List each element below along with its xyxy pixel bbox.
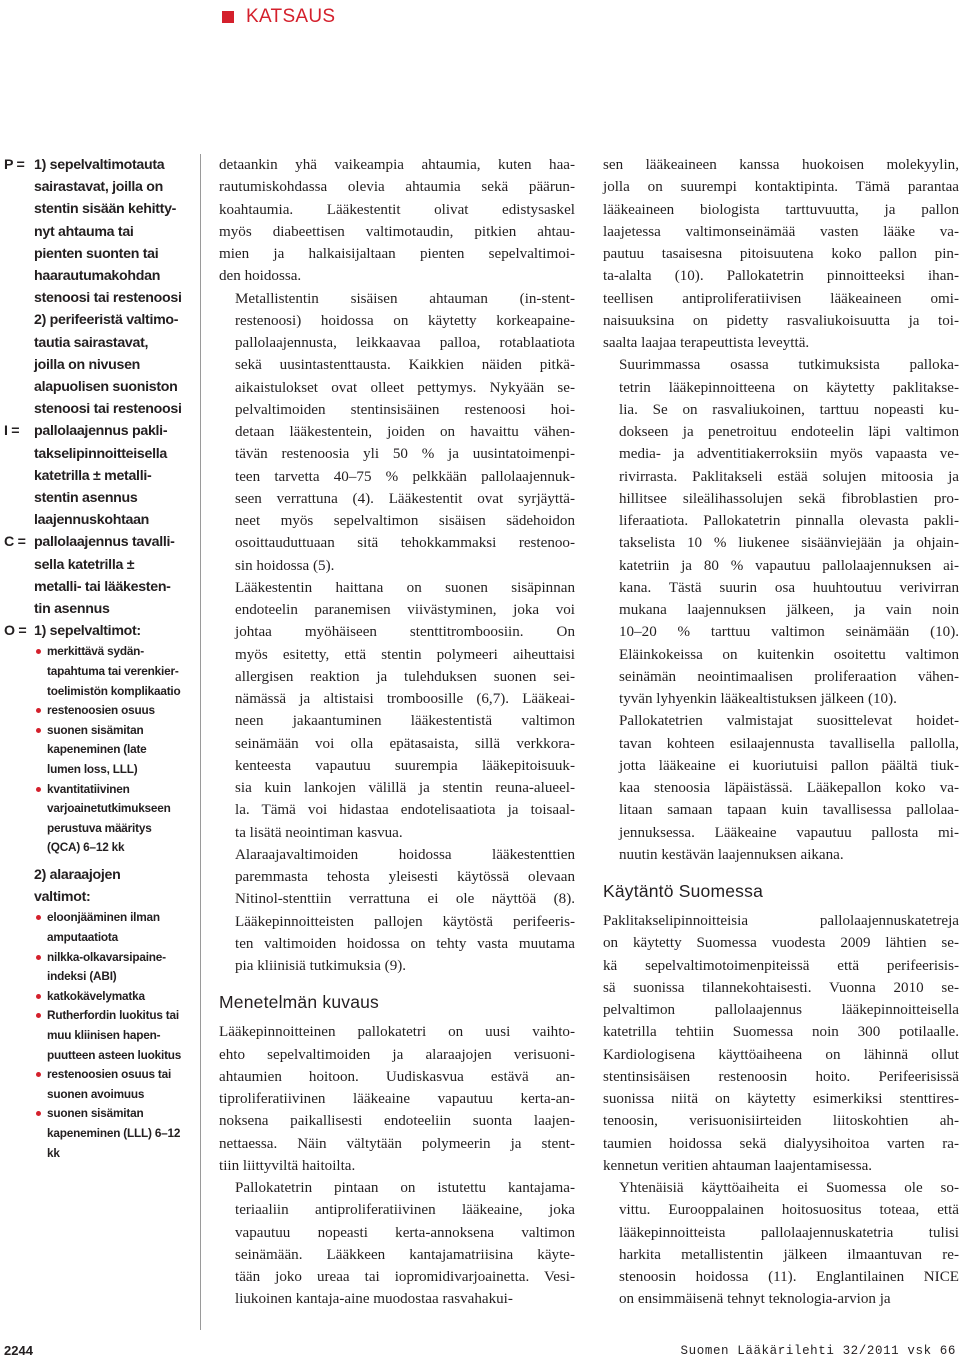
pico-outcome-body	[34, 620, 200, 1163]
text-line: puutteen asteen luokitus	[47, 1047, 182, 1062]
text-line: noksena paikallisesti endoteeliin suonta laajen-	[219, 1113, 575, 1130]
text-line: ta lisätä neointiman kasvua.	[235, 824, 403, 841]
outcome-bullet-item	[34, 1065, 200, 1104]
pico-population-text	[34, 154, 200, 420]
text-line: (QCA) 6–12 kk	[47, 840, 125, 855]
text-line: myös esitetty, että stentin polymeeri aiheuttaisi	[235, 646, 575, 663]
paragraph	[603, 354, 959, 710]
text-line: sen lääkeaineen kanssa huokoisen molekyylin,	[603, 157, 959, 173]
text-line: pallolaajennusta, leikkaavaa palloa, rotablaatiota	[235, 335, 575, 351]
text-line: Lääkepinnoitteinen pallokatetri on uusi vaihto-	[219, 1024, 575, 1041]
text-line: dokseen ja penetroituu endoteelin läpi valtimon	[619, 424, 959, 440]
text-line: sä suonissa tilannekohtaisesti. Vuonna 2010 se-	[603, 979, 959, 996]
text-line: takselista 10 % liukenee sisäänviejään ja ohjain-	[619, 535, 959, 552]
text-line: seen verrattuna (4). Lääkestentit ovat syrjäyttä-	[235, 490, 575, 507]
text-line: Lääkestentin haittana on suonen sisäpinnan	[235, 579, 575, 596]
text-line: litaan samaan tapaan kuin tavallisessa pallolaa-	[619, 802, 959, 819]
text-line: kana. Tästä suurin osa huuhtoutuu verivirran	[619, 579, 959, 596]
text-line: Pallokatetrien valmistajat suosittelevat hoidet-	[619, 713, 959, 730]
text-line: nilkka-olkavarsipaine-	[47, 949, 166, 964]
text-line: pelvaltimoiden stentinsisäinen restenoosi hoi-	[235, 401, 575, 418]
text-line: restenoosi) hoidossa on käytetty korkeapaine-	[235, 312, 575, 329]
text-line: on ensimmäisenä tehnyt teknologia-arvion ja	[619, 1291, 891, 1308]
text-line: tautia sairastavat,	[34, 334, 149, 351]
text-line: la. Tämä voi hidastaa endotelisaatiota ja toisaal-	[235, 802, 575, 819]
text-line: tävän restenoosia yli 50 % ja uusintatoimenpi-	[235, 446, 575, 463]
text-line: sairastavat, joilla on	[34, 179, 164, 196]
text-line: sin hoidossa (5).	[235, 557, 335, 574]
text-line: laajennuskohtaan	[34, 512, 150, 529]
paragraph	[219, 154, 575, 288]
section-header	[222, 4, 335, 30]
text-line: teriaaliin antiproliferatiivinen lääkeaine, joka	[235, 1202, 575, 1219]
text-line: mien ja halkaisijaltaan pienten sepelvaltimoi-	[219, 246, 575, 262]
text-line: teellisen antiproliferatiivisen lääkeaineen omi-	[603, 290, 959, 307]
text-line: johtaa myöhäiseen stenttitromboosiin. On	[235, 624, 575, 641]
outcome-bullet-item	[34, 1104, 200, 1163]
text-line: Pallokatetrin pintaan on istutettu kantajama-	[235, 1180, 575, 1196]
text-line: amputaatiota	[47, 930, 119, 944]
journal-footer: Suomen Lääkärilehti 32/2011 vsk 66	[680, 1344, 956, 1358]
text-line: Yhtenäisiä käyttöaiheita ei Suomessa ole so-	[619, 1180, 959, 1196]
text-line: suonen avoimuus	[47, 1086, 145, 1101]
text-line: kk	[47, 1145, 60, 1160]
text-line: Rutherfordin luokitus tai	[47, 1008, 179, 1023]
text-line: media- ja adventitiakerroksiin myös vapaasta ve-	[619, 446, 959, 463]
text-line: seinämän neointimaalisen proliferaation vähen-	[619, 668, 959, 685]
text-line: koahtaumia. Lääkestentit olivat edistysaskel	[219, 201, 575, 218]
pico-intervention	[4, 420, 200, 531]
text-line: tavan kohteen esilaajennusta tavallisella pallolla,	[619, 735, 959, 752]
text-line: stenoosin hoidossa (11). Englantilainen NICE	[619, 1269, 959, 1285]
text-line: jolla on suurempi kontaktipinta. Tämä parantaa	[603, 179, 959, 196]
text-line: laajetessa valtimonseinämää vasten lääke va-	[603, 223, 959, 240]
text-line: nyt ahtauma tai	[34, 223, 134, 240]
pico-key-p: P =	[4, 157, 25, 173]
text-line: ahtaumien hoitoon. Uudiskasvua estävä an-	[219, 1068, 575, 1085]
text-line: 2) alaraajojen	[34, 867, 121, 883]
text-line: tin asennus	[34, 601, 110, 618]
section-marker-square-icon	[222, 11, 234, 23]
pico-key-o: O =	[4, 623, 27, 640]
text-line: restenoosien osuus tai	[47, 1067, 172, 1082]
text-line: jotta lääkeaine ei kuoriutuisi pallon päältä tiuk-	[619, 757, 959, 774]
text-line: toelimistön komplikaatio	[47, 683, 181, 698]
text-line: varjoainetutkimukseen	[47, 801, 171, 816]
text-line: stenoosi tai restenoosi	[34, 401, 182, 418]
paragraph	[219, 844, 575, 978]
outcome-subheading	[34, 864, 200, 908]
text-line: Alaraajavaltimoiden hoidossa lääkestenttien	[235, 846, 575, 863]
text-line: seinämään voi olla epätasaista, sillä verkkora-	[235, 735, 575, 752]
text-line: jennuksessa. Lääkeaine vapautuu pallosta mi-	[619, 824, 959, 841]
text-line: kaa stenoosia läpäistässä. Lääkepallon koko va-	[619, 780, 959, 796]
text-line: allergisen reaktion ja tulehduksen suonen sei-	[235, 668, 575, 685]
outcome-list-coronary	[34, 642, 200, 858]
text-line: tetrin lääkepinnoitteena on käytetty paklitakse-	[619, 379, 959, 396]
text-line: lia. Se on rasvaliukoinen, tarttuu nopeasti ku-	[619, 401, 959, 418]
text-line: nettaessa. Näin vältytään polymeerin ja stent-	[219, 1135, 575, 1152]
text-line: Kardiologisena käyttöaiheena on lähinnä ollut	[603, 1046, 959, 1063]
text-line: valtimot:	[34, 889, 91, 906]
text-line: eloonjääminen ilman	[47, 910, 160, 925]
text-line: tään joko ureaa tai iopromidivarjoainetta. Vesi-	[235, 1269, 575, 1285]
text-line: haarautumakohdan	[34, 268, 161, 285]
text-line: liferaatiota. Pallokatetrin pinnalla olevasta pakli-	[619, 513, 959, 529]
text-line: Paklitakselipinnoitteisia pallolaajennuskatetreja	[603, 913, 959, 929]
outcome-bullet-item	[34, 1006, 200, 1065]
paragraph	[603, 710, 959, 866]
text-line: stentin asennus	[34, 490, 138, 507]
text-line: teen tarvetta 40–75 % pelkkään pallolaajennuk-	[235, 468, 575, 485]
outcome-list-peripheral	[34, 908, 200, 1163]
text-line: tyvän lyhyenkin lääkealtistuksen jälkeen (10).	[619, 691, 897, 707]
pico-intervention-text	[34, 420, 200, 531]
text-line: muu kliinisen hapen-	[47, 1027, 161, 1042]
text-line: Eläinkokeissa on kuitenkin osoitettu valtimon	[619, 646, 959, 663]
text-line: Lääkepinnoitteisten pallojen käytöstä perifeeris-	[235, 913, 575, 930]
text-line: neet myös sepelvaltimon sisäisen sädehoidon	[235, 513, 575, 529]
section-heading-practice: Käytäntö Suomessa	[603, 881, 764, 901]
text-line: alapuolisen suoniston	[34, 379, 178, 396]
text-line: pienten suonten tai	[34, 245, 159, 262]
outcome-bullet-item	[34, 908, 200, 947]
text-line: myös diabeettisen valtimotaudin, pitkien ahtau-	[219, 223, 575, 240]
outcome-bullet-item	[34, 948, 200, 987]
text-line: paremmasta tehosta yleisesti käytössä olevaan	[235, 869, 575, 885]
paragraph	[603, 154, 959, 354]
text-line: on käytetty Suomessa vuodesta 2009 lähtien se-	[603, 935, 959, 952]
text-line: vapautuu nopeasti kerta-annoksena valtimon	[235, 1224, 575, 1241]
text-line: liukoinen kantaja-aine muodostaa rasvahakui-	[235, 1291, 513, 1308]
text-column-1	[219, 154, 575, 1311]
text-line: tiproliferatiivinen lääkeaine vapautuu kerta-an-	[219, 1091, 575, 1107]
text-line: kapeneminen (LLL) 6–12	[47, 1125, 181, 1140]
text-line: nuutin kestävän laajennuksen aikana.	[619, 846, 844, 863]
text-line: aikaistulokset ovat olleet pettymys. Nykyään se-	[235, 379, 575, 396]
text-line: katetrilla ± metalli-	[34, 467, 152, 484]
text-line: pia kliinisiä tutkimuksia (9).	[235, 958, 407, 974]
text-line: osoittauduttuaan sitä tehokkammaksi restenoo-	[235, 535, 575, 552]
text-line: indeksi (ABI)	[47, 969, 117, 984]
paragraph	[219, 1177, 575, 1311]
text-line: ehto sepelvaltimoiden ja alaraajojen verisuoni-	[219, 1046, 575, 1063]
text-line: saalta laajaa terapeuttista leveyttä.	[603, 335, 810, 351]
paragraph	[219, 577, 575, 844]
text-line: lumen loss, LLL)	[47, 762, 138, 777]
text-line: sella katetrilla ±	[34, 556, 135, 573]
text-line: vittu. Eurooppalainen hoitosuositus toteaa, että	[619, 1202, 959, 1219]
text-line: pautuu tasaisesna pitoisuutena koko pallon pin-	[603, 246, 959, 262]
text-line: pallolaajennus pakli-	[34, 423, 168, 440]
text-line: kvantitatiivinen	[47, 781, 130, 796]
pico-outcome	[4, 620, 200, 1163]
text-line: rivirrasta. Paklitakseli estää solujen mitoosia ja	[619, 468, 959, 485]
text-line: Nitinol-stenttiin verrattuna ei ole näyttöä (8).	[235, 891, 575, 908]
text-line: suonen sisämitan	[47, 722, 144, 737]
text-line: katetrilla tehtiin Suomessa noin 300 potilaalle.	[603, 1024, 959, 1041]
text-line: detaan lääkestentein, joiden on havaittu vähen-	[235, 424, 575, 440]
text-line: stentin sisään kehitty-	[34, 201, 177, 218]
text-line: tapahtuma tai verenkier-	[47, 664, 179, 679]
text-line: detaankin yhä vaikeampia ahtaumia, kuten haa-	[219, 157, 575, 173]
page-number: 2244	[4, 1343, 33, 1358]
text-line: ten valtimoiden hoidossa on tehty vasta muutama	[235, 935, 575, 952]
pico-comparison-text	[34, 531, 200, 620]
text-column-2	[603, 154, 959, 1311]
text-line: nämässä ja altistaisi tromboosille (6,7). Lääkeai-	[235, 691, 575, 707]
text-line: 2) perifeeristä valtimo-	[34, 312, 179, 329]
pico-population	[4, 154, 200, 420]
text-line: hillitsee sileälihassolujen sekä fibroblastien pro-	[619, 490, 959, 507]
text-line: kennetun veritien ahtauman laajentamisessa.	[603, 1157, 873, 1174]
outcome-bullet-item	[34, 780, 200, 858]
pico-key-c: C =	[4, 534, 26, 551]
text-line: kenteesta vapautuu suurempia lääkepitoisuuk-	[235, 757, 575, 774]
text-line: Metallistentin sisäisen ahtauman (in-stent-	[235, 290, 575, 307]
text-line: rautumiskohdassa olevia ahtaumia sekä päärun-	[219, 179, 575, 196]
text-line: ta-alalta (10). Pallokatetrin pinnoitteeksi ihan-	[603, 268, 959, 285]
text-line: 1) sepelvaltimotauta	[34, 157, 165, 173]
outcome-bullet-item	[34, 701, 200, 721]
text-line: sekä uusintastenttausta. Kaikkien näiden pitkä-	[235, 357, 575, 374]
section-heading-method: Menetelmän kuvaus	[219, 992, 380, 1013]
text-line: 10–20 % tarttuu valtimon seinämään (10).	[619, 624, 959, 641]
text-line: katkokävelymatka	[47, 988, 145, 1003]
text-line: tenoosin, verisuonisiirteiden liitoskohtien ah-	[603, 1113, 959, 1130]
pico-outcome-heading: 1) sepelvaltimot:	[34, 623, 141, 640]
paragraph	[219, 1021, 575, 1177]
text-line: sia kuin lankojen välillä ja stentin reuna-alueel-	[235, 780, 575, 796]
text-line: restenoosien osuus	[47, 703, 155, 718]
text-line: kapeneminen (late	[47, 742, 147, 757]
text-line: Suurimmassa osassa tutkimuksista palloka-	[619, 357, 959, 374]
text-line: naisuuksina on pidetty rasvaliukoisuutta ja toi-	[603, 312, 959, 329]
text-line: lääkepinnoitteista pallolaajennuskatetria tulisi	[619, 1224, 959, 1241]
text-line: endoteelin paranemisen viivästyminen, joka voi	[235, 602, 575, 618]
paragraph	[603, 1177, 959, 1311]
text-line: lääkeaineen biologista tarttuvuutta, ja pallon	[603, 201, 959, 218]
text-line: tiin liittyviltä haitoilta.	[219, 1157, 356, 1174]
text-line: taumien hoidossa sekä dialyysihoitoa varten ra-	[603, 1135, 959, 1152]
paragraph	[603, 910, 959, 1177]
text-line: katetriin ja 80 % vapautuu pallolaajennuksen ai-	[619, 557, 959, 574]
text-line: neen jakaantuminen lääkestentistä valtimon	[235, 713, 575, 730]
paragraph	[219, 288, 575, 577]
text-line: kä sepelvaltimotoimenpiteissä että perifeerisis-	[603, 957, 959, 974]
text-line: stentinsisäisen restenoosin hoito. Perifeerisissä	[603, 1068, 959, 1085]
pico-comparison	[4, 531, 200, 620]
outcome-bullet-item	[34, 987, 200, 1007]
text-line: mukana laajennuksen jälkeen, ja vain noin	[619, 602, 959, 618]
text-line: stenoosi tai restenoosi	[34, 290, 182, 307]
outcome-bullet-item	[34, 642, 200, 701]
text-line: perustuva määritys	[47, 820, 152, 835]
text-line: pelvaltimon pallolaajennus lääkepinnoitteisella	[603, 1002, 959, 1018]
outcome-bullet-item	[34, 721, 200, 780]
pico-key-i: I =	[4, 423, 20, 440]
pico-sidebar	[4, 154, 201, 1330]
text-line: takselipinnoitteisella	[34, 445, 167, 462]
text-line: den hoidossa.	[219, 268, 302, 285]
text-line: joilla on nivusen	[34, 356, 141, 373]
text-line: suonen sisämitan	[47, 1106, 144, 1121]
text-line: metalli- tai lääkesten-	[34, 578, 171, 595]
section-title: KATSAUS	[246, 6, 336, 27]
text-line: suonissa niitä on käytetty esimerkiksi stenttires-	[603, 1091, 959, 1107]
text-line: merkittävä sydän-	[47, 644, 144, 659]
text-line: pallolaajennus tavalli-	[34, 534, 175, 551]
text-line: harkita metallistentin jälkeen ilmaantuvan re-	[619, 1246, 959, 1263]
text-line: seinämään. Lääkkeen kantajamatriisina käyte-	[235, 1246, 575, 1263]
